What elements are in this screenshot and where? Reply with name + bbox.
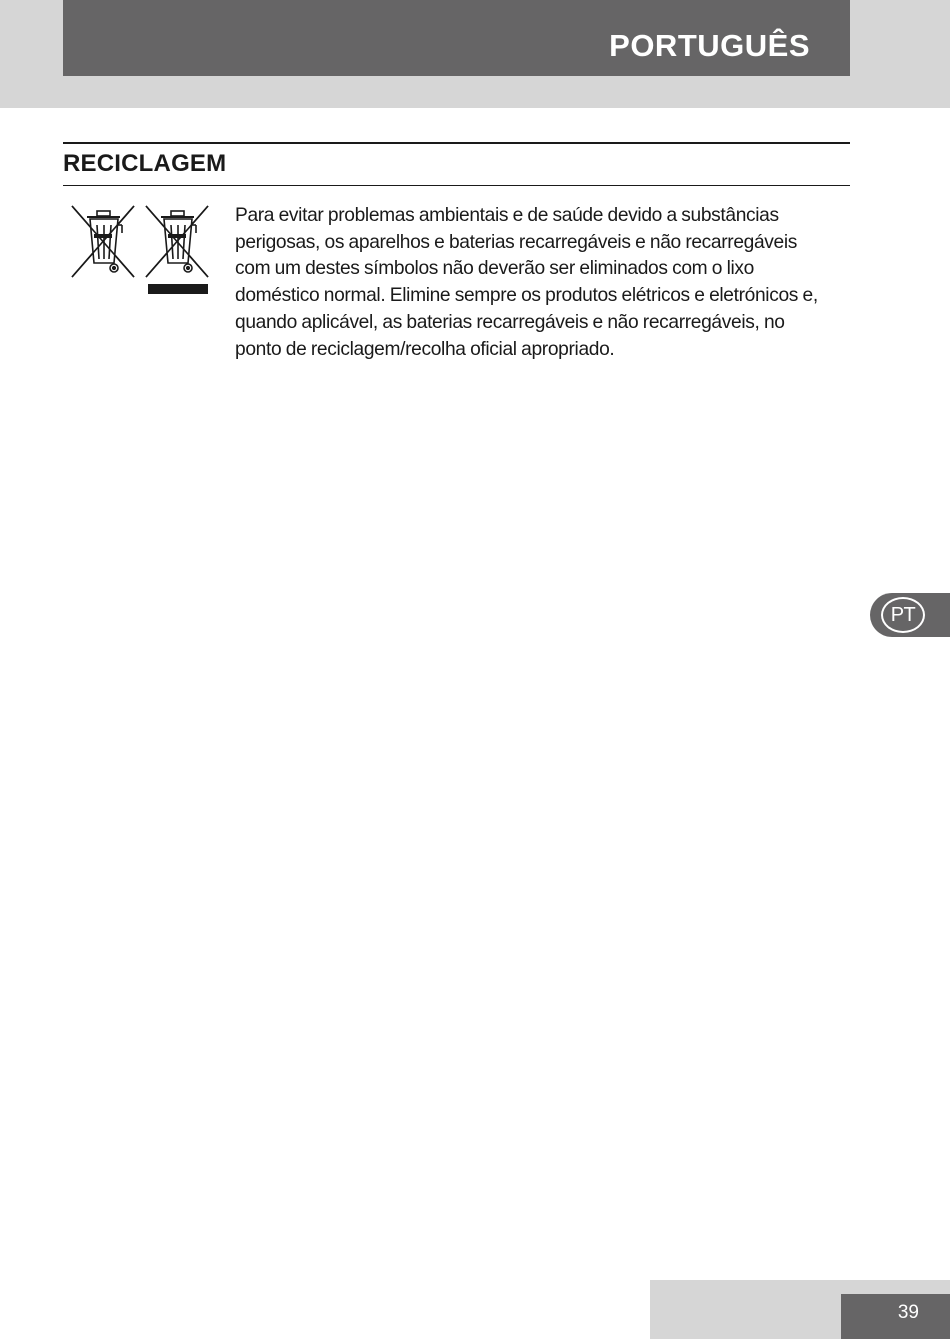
page-number: 39: [897, 1302, 919, 1323]
language-tab: [870, 593, 950, 637]
recycling-paragraph: Para evitar problemas ambientais e de saúde devido a substâncias perigosas, os aparelhos e baterias recarregáveis e não recarregáveis com um destes símbolos não deverão ser eliminados com o lixo doméstico normal. Elimine sempre os produtos elétricos e eletrónicos e, quando aplicável, as baterias recarregáveis e não recarregáveis, no ponto de reciclagem/recolha oficial apropriado.: [235, 205, 818, 360]
header-bar: [63, 0, 850, 76]
page-number-box: [841, 1294, 950, 1339]
recycling-symbols: [68, 203, 210, 298]
language-title: PORTUGUÊS: [609, 28, 810, 63]
section-top-rule: [63, 142, 850, 144]
language-badge: PT: [881, 597, 925, 633]
crossed-out-wheelie-bin-with-bar-icon: [146, 206, 208, 294]
section-title: RECICLAGEM: [63, 150, 227, 177]
section-bottom-rule: [63, 185, 850, 186]
crossed-out-wheelie-bin-icon: [72, 206, 134, 277]
